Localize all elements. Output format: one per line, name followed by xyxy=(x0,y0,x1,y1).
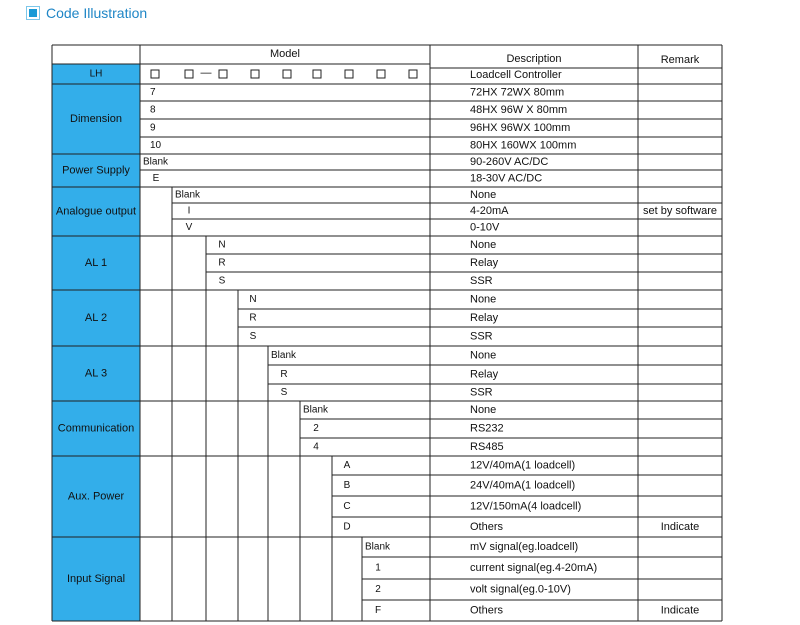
code-box-symbol xyxy=(313,70,321,78)
group-label: AL 3 xyxy=(84,367,108,380)
code-box-symbol xyxy=(345,70,353,78)
model-header: Model xyxy=(270,48,300,60)
row-code: 2 xyxy=(375,584,381,595)
row-code: D xyxy=(343,521,351,533)
row-description: Relay xyxy=(470,257,499,269)
row-description: None xyxy=(470,239,497,251)
row-code: I xyxy=(187,205,191,217)
row-description: RS232 xyxy=(470,422,504,435)
section-title: Code Illustration xyxy=(46,5,148,21)
row-code: R xyxy=(280,369,288,380)
group-label: Input Signal xyxy=(66,573,126,585)
row-code: A xyxy=(343,460,351,471)
row-code: C xyxy=(343,501,351,512)
row-description: SSR xyxy=(470,386,493,399)
row-description: 96HX 96WX 100mm xyxy=(470,122,571,134)
row-description: SSR xyxy=(470,275,493,287)
row-description: 48HX 96W X 80mm xyxy=(470,104,568,116)
row-code: S xyxy=(218,275,226,287)
row-code: R xyxy=(249,312,257,324)
row-code: Blank xyxy=(365,541,391,553)
row-remark: set by software xyxy=(643,205,717,217)
row-code: 10 xyxy=(150,140,162,151)
row-description: 72HX 72WX 80mm xyxy=(470,86,565,99)
row-code: Blank xyxy=(143,156,169,168)
group-label: AL 2 xyxy=(84,312,108,324)
remark-header: Remark xyxy=(660,54,700,66)
code-box-symbol xyxy=(251,70,259,78)
code-box-symbol xyxy=(283,70,291,78)
row-code: S xyxy=(249,331,257,342)
group-label: Aux. Power xyxy=(67,490,125,503)
row-description: None xyxy=(470,189,497,201)
group-label: Power Supply xyxy=(62,164,130,177)
row-remark: Indicate xyxy=(660,604,700,617)
row-description: 0-10V xyxy=(470,221,500,234)
row-description: RS485 xyxy=(470,441,504,453)
code-box-symbol xyxy=(377,70,385,78)
model-prefix: LH xyxy=(89,68,103,80)
code-box-symbol xyxy=(185,70,193,78)
row-code: R xyxy=(218,257,226,269)
code-box-symbol xyxy=(409,70,417,78)
row-description: volt signal(eg.0-10V) xyxy=(470,583,571,596)
group-label: Analogue output xyxy=(55,205,137,218)
code-box-symbol xyxy=(219,70,227,78)
row-code: Blank xyxy=(175,189,201,201)
row-code: 8 xyxy=(150,104,156,116)
row-description: 24V/40mA(1 loadcell) xyxy=(470,479,576,492)
row-description: 4-20mA xyxy=(470,205,509,217)
row-description: Relay xyxy=(470,312,499,324)
row-code: 2 xyxy=(313,423,319,434)
row-code: N xyxy=(218,239,226,251)
row-description: 90-260V AC/DC xyxy=(470,156,549,168)
row-remark: Indicate xyxy=(660,521,700,533)
row-description: current signal(eg.4-20mA) xyxy=(470,562,598,574)
group-label: AL 1 xyxy=(84,257,108,269)
row-description: Relay xyxy=(470,368,499,381)
group-label: Dimension xyxy=(70,113,122,125)
row-code: V xyxy=(185,222,193,233)
row-code: 1 xyxy=(375,562,381,574)
row-description: None xyxy=(470,349,497,362)
row-code: S xyxy=(280,387,288,398)
row-code: 7 xyxy=(150,87,156,98)
row-description: Others xyxy=(470,521,504,533)
row-description: 12V/40mA(1 loadcell) xyxy=(470,459,576,472)
row-description: SSR xyxy=(470,330,493,343)
row-code: E xyxy=(152,173,160,184)
description-header: Description xyxy=(506,53,562,65)
row-description: 18-30V AC/DC xyxy=(470,172,543,185)
code-box-symbol xyxy=(151,70,159,78)
row-description: Loadcell Controller xyxy=(470,69,562,81)
row-description: None xyxy=(470,293,497,306)
row-code: Blank xyxy=(271,350,297,361)
row-code: Blank xyxy=(303,404,329,416)
row-code: B xyxy=(343,480,351,491)
row-description: mV signal(eg.loadcell) xyxy=(470,541,579,553)
row-code: N xyxy=(249,294,257,305)
row-description: None xyxy=(470,404,497,416)
row-code: 9 xyxy=(150,122,156,134)
row-code: 4 xyxy=(313,441,319,453)
code-dash: — xyxy=(200,67,212,79)
row-description: 12V/150mA(4 loadcell) xyxy=(470,500,582,513)
group-label: Communication xyxy=(57,422,135,435)
row-code: F xyxy=(374,605,382,616)
row-description: 80HX 160WX 100mm xyxy=(470,139,577,152)
row-description: Others xyxy=(470,604,504,617)
